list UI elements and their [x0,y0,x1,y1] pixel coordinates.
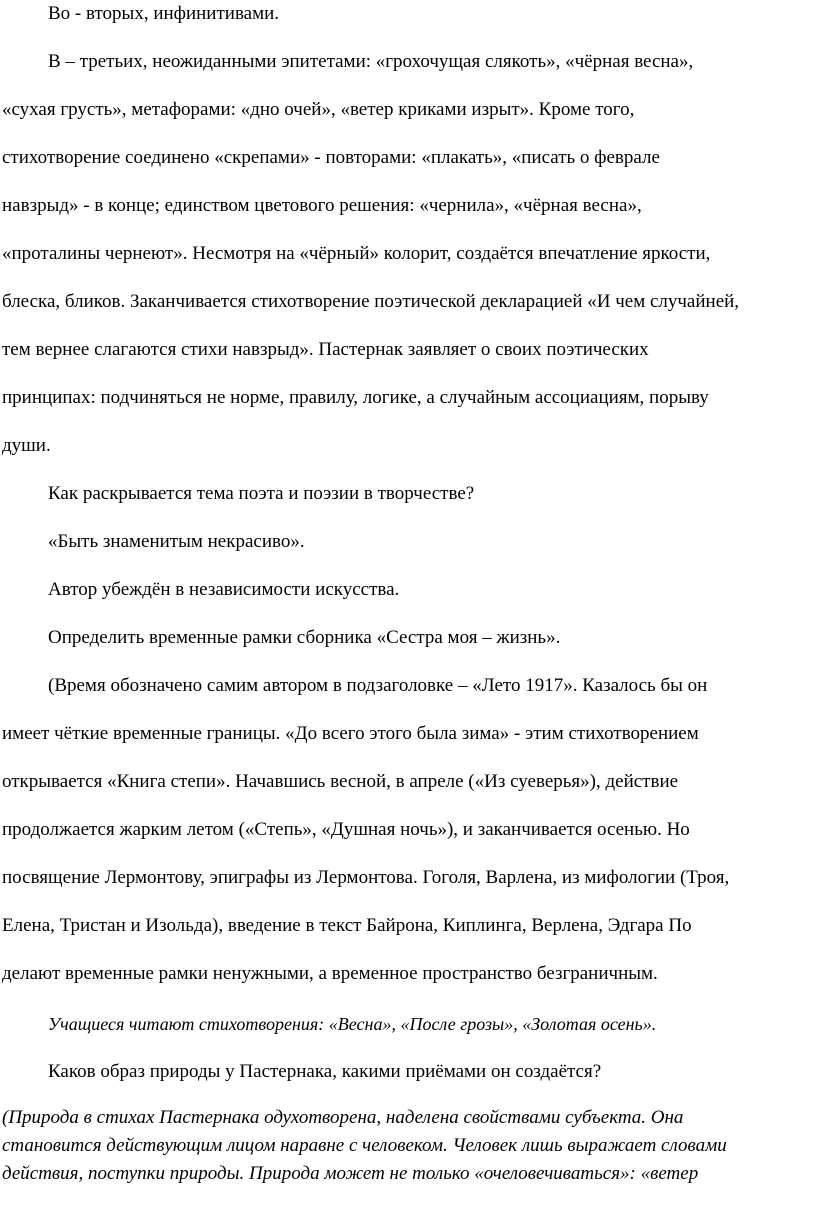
text-line: открывается «Книга степи». Начавшись весной, в апреле («Из суеверья»), действие [2,771,679,792]
text-line: (Время обозначено самим автором в подзаголовке – «Лето 1917». Казалось бы он [48,675,708,696]
text-line: имеет чёткие временные границы. «До всего этого была зима» - этим стихотворением [2,723,699,744]
text-line: В – третьих, неожиданными эпитетами: «грохочущая слякоть», «чёрная весна», [48,51,694,72]
text-line: «проталины чернеют». Несмотря на «чёрный» колорит, создаётся впечатление яркости, [2,243,711,264]
text-line: Во - вторых, инфинитивами. [48,3,280,24]
task-line: Определить временные рамки сборника «Сестра моя – жизнь». [48,627,561,648]
text-line: «сухая грусть», метафорами: «дно очей», «ветер криками изрыт». Кроме того, [2,99,635,120]
text-line: Елена, Тристан и Изольда), введение в текст Байрона, Киплинга, Верлена, Эдгара По [2,915,692,936]
text-line: тем вернее слагаются стихи навзрыд». Пастернак заявляет о своих поэтических [2,339,649,360]
text-line: стихотворение соединено «скрепами» - повторами: «плакать», «писать о феврале [2,147,660,168]
text-line: делают временные рамки ненужными, а временное пространство безграничным. [2,963,658,984]
italic-text-line: действия, поступки природы. Природа может не только «очеловечиваться»: «ветер [2,1163,699,1184]
text-line: Автор убеждён в независимости искусства. [48,579,400,600]
text-line: блеска, бликов. Заканчивается стихотворение поэтической декларацией «И чем случайней, [2,291,740,312]
italic-text-line: становится действующим лицом наравне с человеком. Человек лишь выражает словами [2,1135,727,1156]
instruction-line: Учащиеся читают стихотворения: «Весна», «После грозы», «Золотая осень». [48,1014,657,1034]
quote-line: «Быть знаменитым некрасиво». [48,531,305,552]
text-line: души. [2,435,51,456]
text-line: навзрыд» - в конце; единством цветового решения: «чернила», «чёрная весна», [2,195,642,216]
text-line: принципах: подчиняться не норме, правилу, логике, а случайным ассоциациям, порыву [2,387,709,408]
text-line: посвящение Лермонтову, эпиграфы из Лермонтова. Гоголя, Варлена, из мифологии (Троя, [2,867,730,888]
text-line: продолжается жарким летом («Степь», «Душная ночь»), и заканчивается осенью. Но [2,819,690,840]
question-line: Каков образ природы у Пастернака, какими приёмами он создаётся? [48,1061,602,1082]
question-line: Как раскрывается тема поэта и поэзии в творчестве? [48,483,475,504]
italic-text-line: (Природа в стихах Пастернака одухотворена, наделена свойствами субъекта. Она [2,1107,684,1128]
